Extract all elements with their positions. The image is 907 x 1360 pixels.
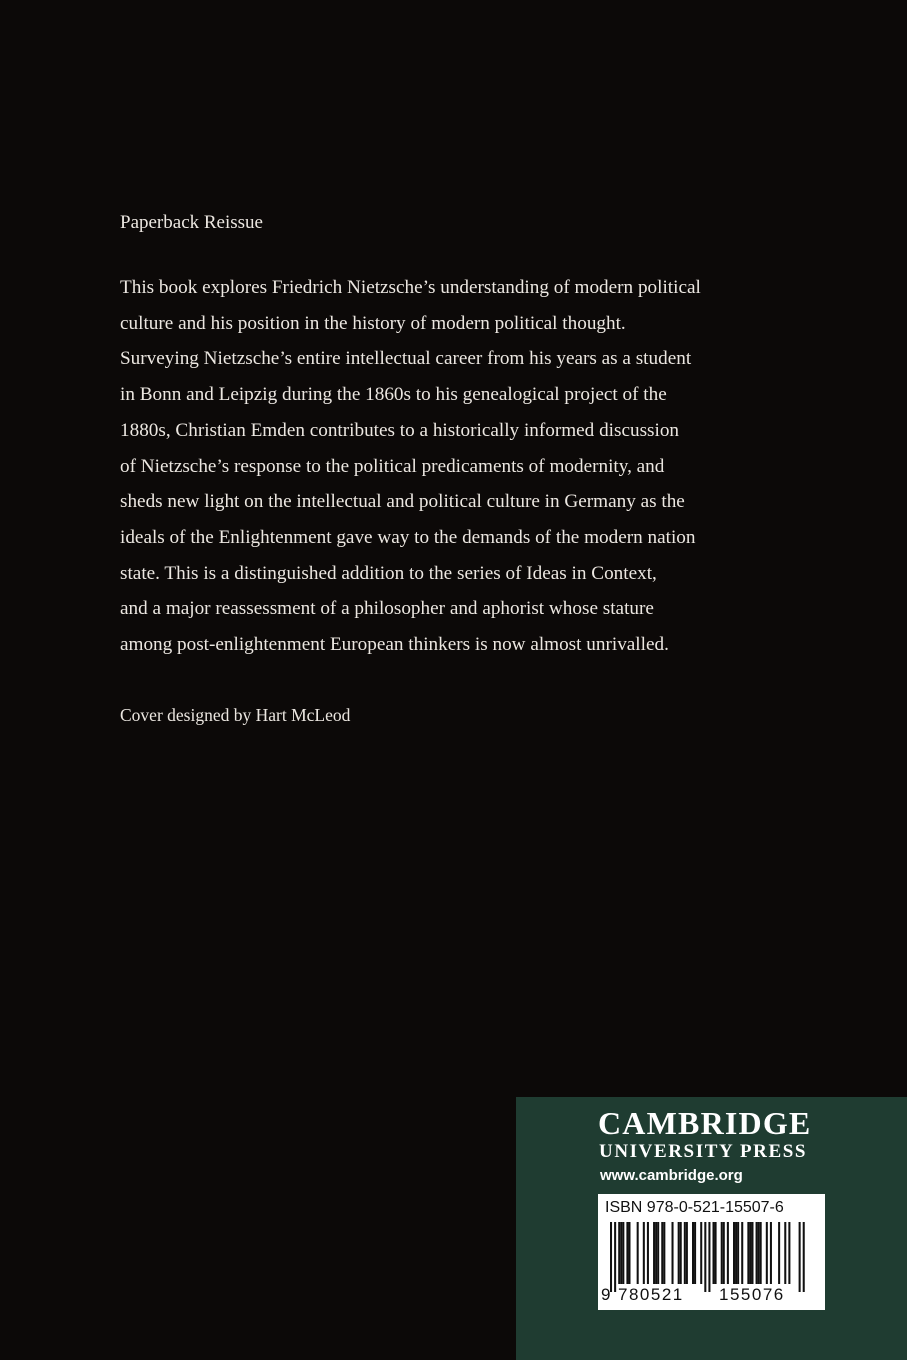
- barcode-bar: [756, 1222, 758, 1284]
- barcode-guard-bar: [614, 1222, 616, 1292]
- barcode-bar: [663, 1222, 665, 1284]
- barcode-bar: [657, 1222, 659, 1284]
- barcode-bar: [694, 1222, 696, 1284]
- barcode-bar: [747, 1222, 749, 1284]
- blurb-line: in Bonn and Leipzig during the 1860s to his genealogical project of the: [120, 384, 667, 406]
- barcode-guard-bar: [803, 1222, 805, 1292]
- barcode-bar: [628, 1222, 630, 1284]
- barcode-first-digit: 9: [601, 1285, 611, 1304]
- barcode-guard-bar: [704, 1222, 706, 1292]
- barcode-bar: [760, 1222, 762, 1284]
- edition-label: Paperback Reissue: [120, 212, 263, 233]
- barcode-right-digits: 155076: [719, 1285, 785, 1304]
- barcode-bar: [620, 1222, 622, 1284]
- blurb-line: among post-enlightenment European thinkers is now almost unrivalled.: [120, 634, 669, 656]
- barcode-bar: [643, 1222, 645, 1284]
- barcode-bar: [715, 1222, 717, 1284]
- barcode-guard-bar: [708, 1222, 710, 1292]
- blurb-line: ideals of the Enlightenment gave way to the demands of the modern nation: [120, 526, 696, 548]
- barcode-bar: [758, 1222, 760, 1284]
- barcode-bar: [749, 1222, 751, 1284]
- barcode-left-digits: 780521: [618, 1285, 684, 1304]
- barcode-bar: [678, 1222, 680, 1284]
- barcode-bar: [751, 1222, 753, 1284]
- barcode-bar: [784, 1222, 786, 1284]
- blurb-line: 1880s, Christian Emden contributes to a historically informed discussion: [120, 419, 680, 441]
- publisher-url: www.cambridge.org: [600, 1167, 743, 1184]
- barcode-bar: [741, 1222, 743, 1284]
- publisher-panel: [516, 1097, 907, 1360]
- barcode-box: [598, 1194, 825, 1310]
- barcode-bar: [692, 1222, 694, 1284]
- barcode-bars: [610, 1222, 814, 1294]
- barcode-bar: [770, 1222, 772, 1284]
- barcode-bar: [653, 1222, 655, 1284]
- barcode-bar: [684, 1222, 686, 1284]
- publisher-subtitle: UNIVERSITY PRESS: [599, 1141, 808, 1162]
- barcode-bar: [778, 1222, 780, 1284]
- barcode-bar: [672, 1222, 674, 1284]
- blurb-line: of Nietzsche’s response to the political predicaments of modernity, and: [120, 455, 665, 477]
- barcode-bar: [622, 1222, 624, 1284]
- barcode-bar: [700, 1222, 702, 1284]
- barcode-guard-bar: [799, 1222, 801, 1292]
- barcode-bar: [721, 1222, 723, 1284]
- cover-credit: Cover designed by Hart McLeod: [120, 705, 351, 725]
- blurb-line: culture and his position in the history of modern political thought.: [120, 312, 626, 334]
- barcode-bar: [637, 1222, 639, 1284]
- blurb-line: state. This is a distinguished addition to the series of Ideas in Context,: [120, 562, 657, 584]
- barcode-bar: [618, 1222, 620, 1284]
- barcode-guard-bar: [610, 1222, 612, 1292]
- barcode-bar: [626, 1222, 628, 1284]
- barcode-bar: [733, 1222, 735, 1284]
- barcode-bar: [735, 1222, 737, 1284]
- barcode-bar: [647, 1222, 649, 1284]
- blurb: [120, 270, 760, 663]
- barcode-bar: [737, 1222, 739, 1284]
- barcode-bar: [723, 1222, 725, 1284]
- barcode-bar: [788, 1222, 790, 1284]
- barcode-bar: [680, 1222, 682, 1284]
- barcode-bar: [766, 1222, 768, 1284]
- barcode-bar: [727, 1222, 729, 1284]
- publisher-name: CAMBRIDGE: [598, 1105, 812, 1141]
- blurb-line: and a major reassessment of a philosopher and aphorist whose stature: [120, 598, 654, 620]
- barcode-bar: [661, 1222, 663, 1284]
- blurb-line: This book explores Friedrich Nietzsche’s understanding of modern political: [120, 277, 701, 298]
- barcode-bar: [713, 1222, 715, 1284]
- barcode-bar: [686, 1222, 688, 1284]
- blurb-line: Surveying Nietzsche’s entire intellectual career from his years as a student: [120, 348, 692, 370]
- isbn-label: ISBN 978-0-521-15507-6: [605, 1199, 784, 1216]
- barcode-bar: [655, 1222, 657, 1284]
- blurb-line: sheds new light on the intellectual and political culture in Germany as the: [120, 491, 685, 513]
